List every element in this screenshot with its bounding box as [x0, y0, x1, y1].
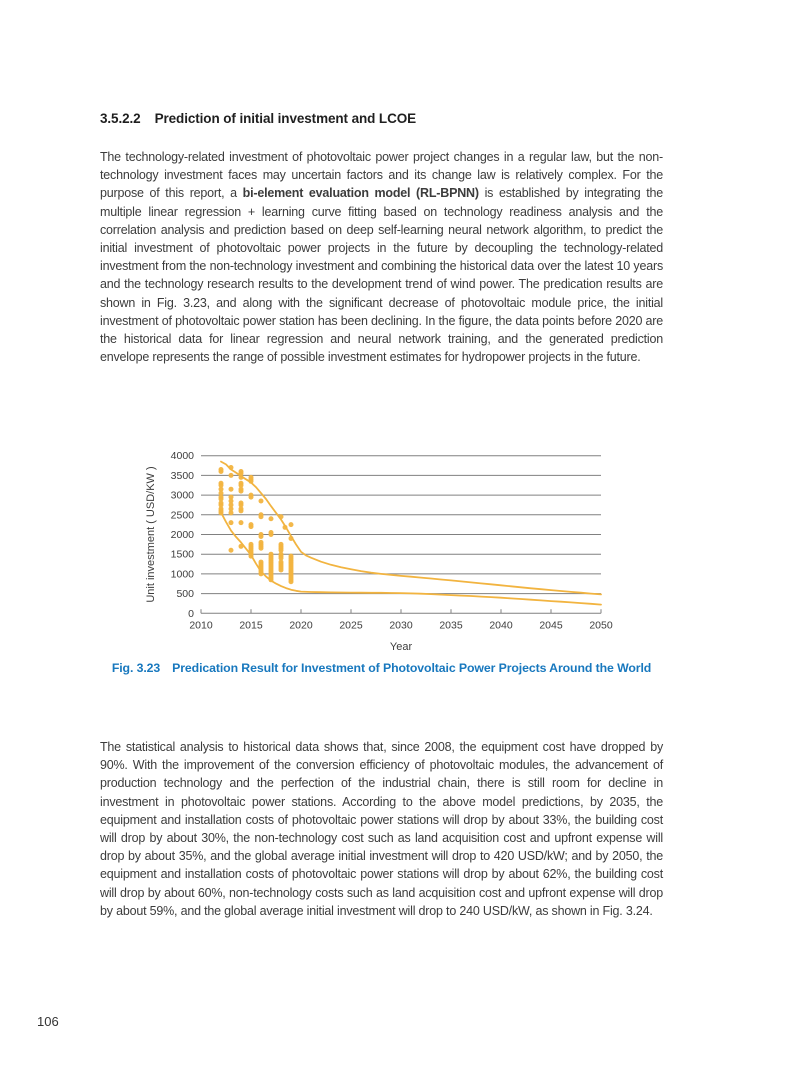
paragraph-2: The statistical analysis to historical data shows that, since 2008, the equipment cost have dropped by 90%. With the improvement of the conversion efficiency of photovoltaic modules, the advancement of production technology and the perfection of the industrial chain, there is still room for decline in investment in photovoltaic power stations. According to the above model predictions, by 2035, the equipment and installation costs of photovoltaic power stations will drop by about 33%, the building cost will drop by about 30%, the non-technology cost such as land acquisition cost and upfront expense will drop by about 35%, and the global average initial investment will drop to 420 USD/kW; and by 2050, the equipment and installation costs of photovoltaic power stations will drop by about 62%, the building cost will drop by about 60%, non-technology costs such as land acquisition cost and upfront expense will drop by about 59%, and the global average initial investment will drop to 240 USD/kW, as shown in Fig. 3.24. — [100, 740, 663, 918]
section-heading-number: 3.5.2.2 — [100, 111, 141, 126]
x-tick-label: 2025 — [339, 619, 363, 632]
paragraph-1 — [100, 148, 663, 366]
paragraph-1-bold-term: bi-element evaluation model (RL-BPNN) — [242, 186, 479, 201]
y-tick-label: 2000 — [170, 529, 194, 541]
paragraph-1-text-pre: The technology-related investment of photovoltaic power project changes in a regular law, but the non-technology investment faces may uncertain factors and its change law is relatively complex. For the purpose of this report, a — [100, 150, 663, 201]
figure-3-23-caption — [100, 661, 663, 675]
y-tick-label: 3500 — [170, 469, 194, 482]
figure-caption-label: Fig. 3.23 — [111, 661, 161, 675]
x-axis-ticks — [189, 609, 613, 631]
figure-caption-text: Predication Result for Investment of Photovoltaic Power Projects Around the World — [172, 661, 652, 675]
x-tick-label: 2050 — [589, 619, 613, 632]
y-tick-label: 1500 — [170, 548, 194, 561]
paragraph-1-text-post: is established by integrating the multiple linear regression + learning curve fitting based on technology readiness analysis and the correlation analysis and prediction based on deep self-learning neural network algorithm, to predict the initial investment of photovoltaic power projects in the future by decoupling the technology-related investment from the non-technology investment and combining the historical data over the latest 10 years and the technology research results to the development trend of wind power. The predication results are shown in Fig. 3.23, and along with the significant decrease of photovoltaic module price, the initial investment of photovoltaic power station has been declining. In the figure, the data points before 2020 are the historical data for linear regression and neural network training, and the generated prediction envelope represents the range of possible investment estimates for hydropower projects in the future. — [100, 186, 664, 365]
figure-3-23-chart — [140, 448, 675, 660]
x-tick-label: 2015 — [239, 619, 263, 632]
y-tick-label: 2500 — [170, 509, 194, 522]
y-tick-label: 1000 — [170, 568, 194, 581]
y-tick-label: 3000 — [170, 489, 194, 502]
x-tick-label: 2020 — [289, 619, 313, 632]
y-tick-label: 0 — [188, 607, 194, 620]
section-heading — [100, 111, 663, 126]
x-tick-label: 2035 — [439, 619, 463, 632]
x-tick-label: 2010 — [189, 619, 213, 632]
x-tick-label: 2045 — [539, 619, 563, 632]
lower-envelope-curve — [221, 512, 601, 604]
scatter-points — [219, 465, 294, 584]
upper-envelope-curve — [221, 462, 601, 595]
page-number: 106 — [37, 1014, 59, 1029]
y-tick-label: 500 — [176, 588, 194, 601]
x-axis-title: Year — [389, 640, 413, 653]
y-tick-label: 4000 — [170, 450, 194, 463]
section-heading-title: Prediction of initial investment and LCOE — [154, 111, 417, 126]
x-tick-label: 2030 — [389, 619, 413, 632]
y-axis-title: Unit investment ( USD/KW ) — [145, 466, 157, 603]
investment-prediction-chart — [140, 448, 675, 660]
x-tick-label: 2040 — [489, 619, 513, 632]
